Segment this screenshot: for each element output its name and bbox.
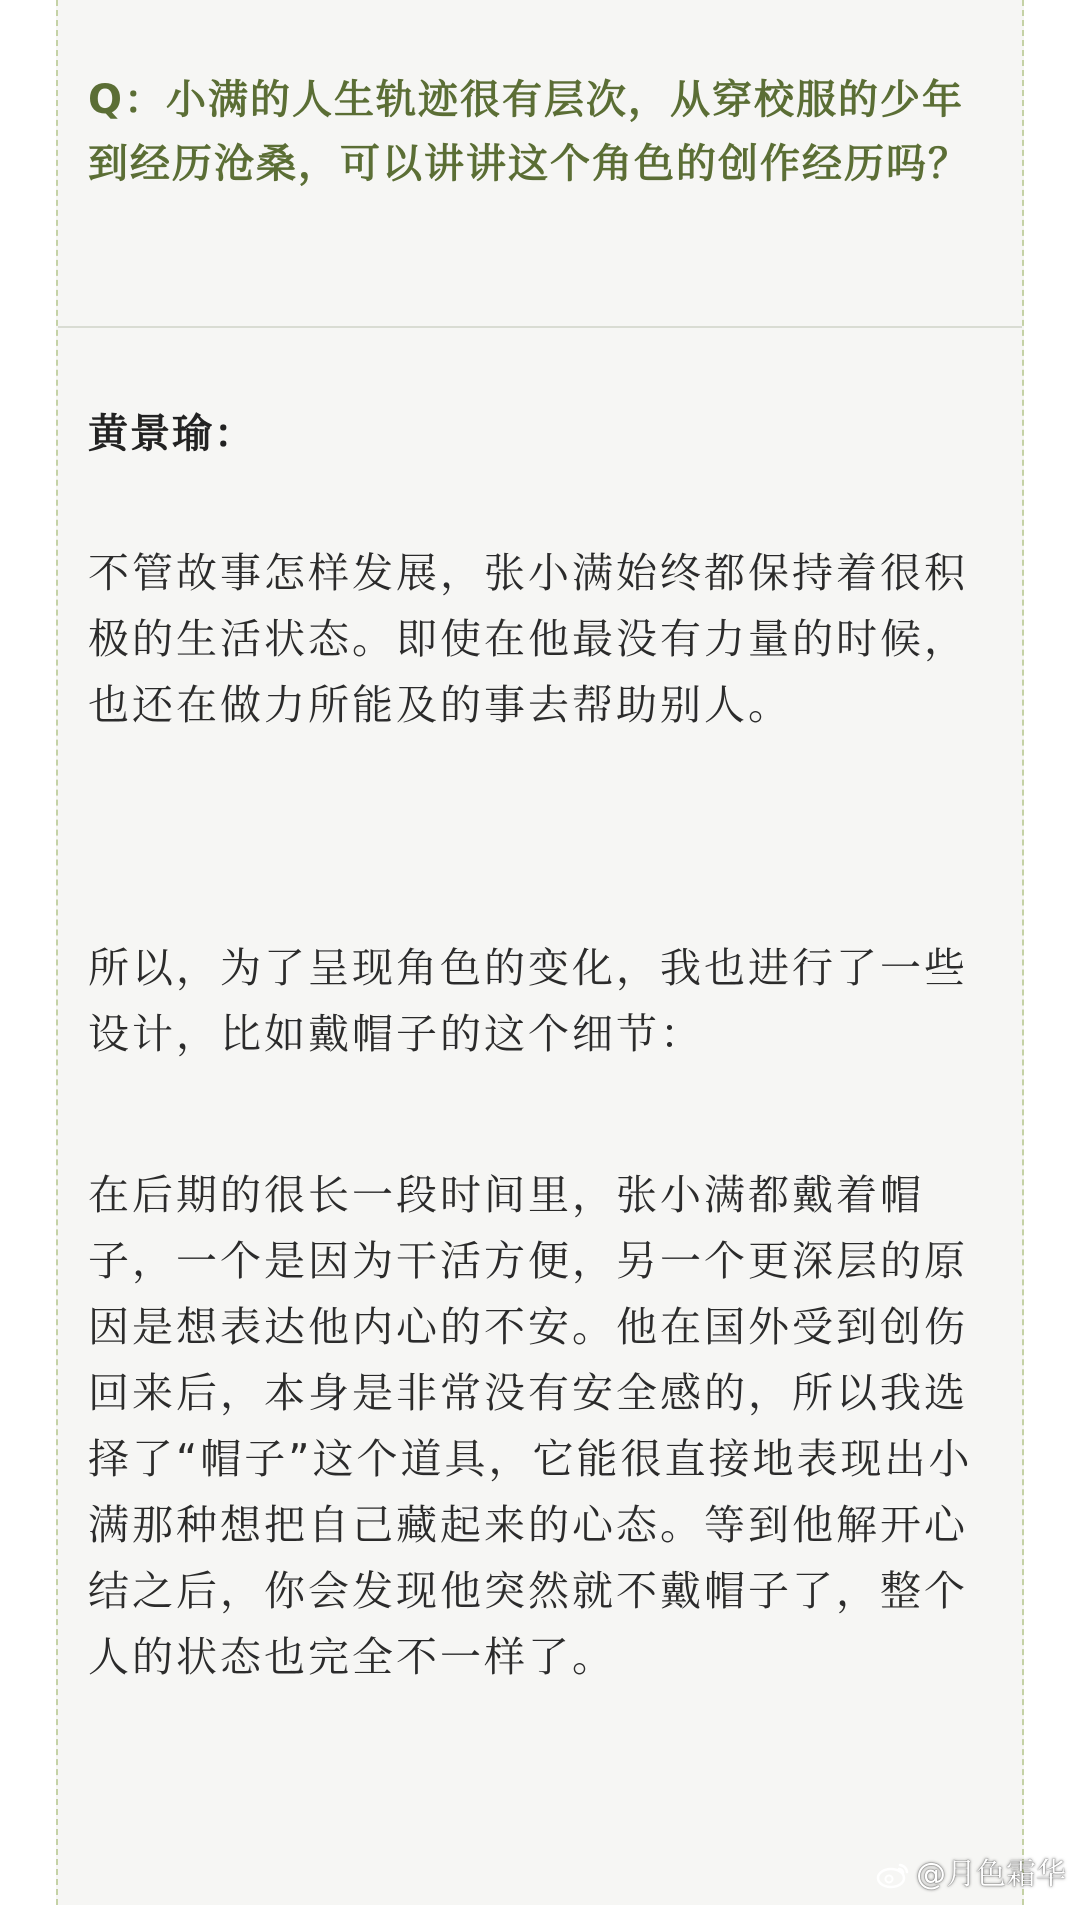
watermark-text: @月色霜华 — [916, 1857, 1066, 1892]
answer-paragraph-2: 所以，为了呈现角色的变化，我也进行了一些设计，比如戴帽子的这个细节： — [88, 944, 968, 1058]
divider — [58, 326, 1022, 328]
speaker-name: 黄景瑜： — [88, 411, 256, 457]
watermark — [876, 1855, 1066, 1895]
answer-paragraph-1: 不管故事怎样发展，张小满始终都保持着很积极的生活状态。即使在他最没有力量的时候，也还在做力所能及的事去帮助别人。 — [88, 549, 968, 729]
answer-paragraph-3: 在后期的很长一段时间里，张小满都戴着帽子，一个是因为干活方便，另一个更深层的原因是想表达他内心的不安。他在国外受到创伤回来后，本身是非常没有安全感的，所以我选择了“帽子”这个道具，它能很直接地表现出小满那种想把自己藏起来的心态。等到他解开心结之后，你会发现他突然就不戴帽子了，整个人的状态也完全不一样了。 — [88, 1171, 973, 1681]
question-text: Q：小满的人生轨迹很有层次，从穿校服的少年到经历沧桑，可以讲讲这个角色的创作经历吗？ — [88, 77, 970, 187]
interview-card — [56, 0, 1024, 1905]
weibo-icon — [876, 1861, 910, 1889]
